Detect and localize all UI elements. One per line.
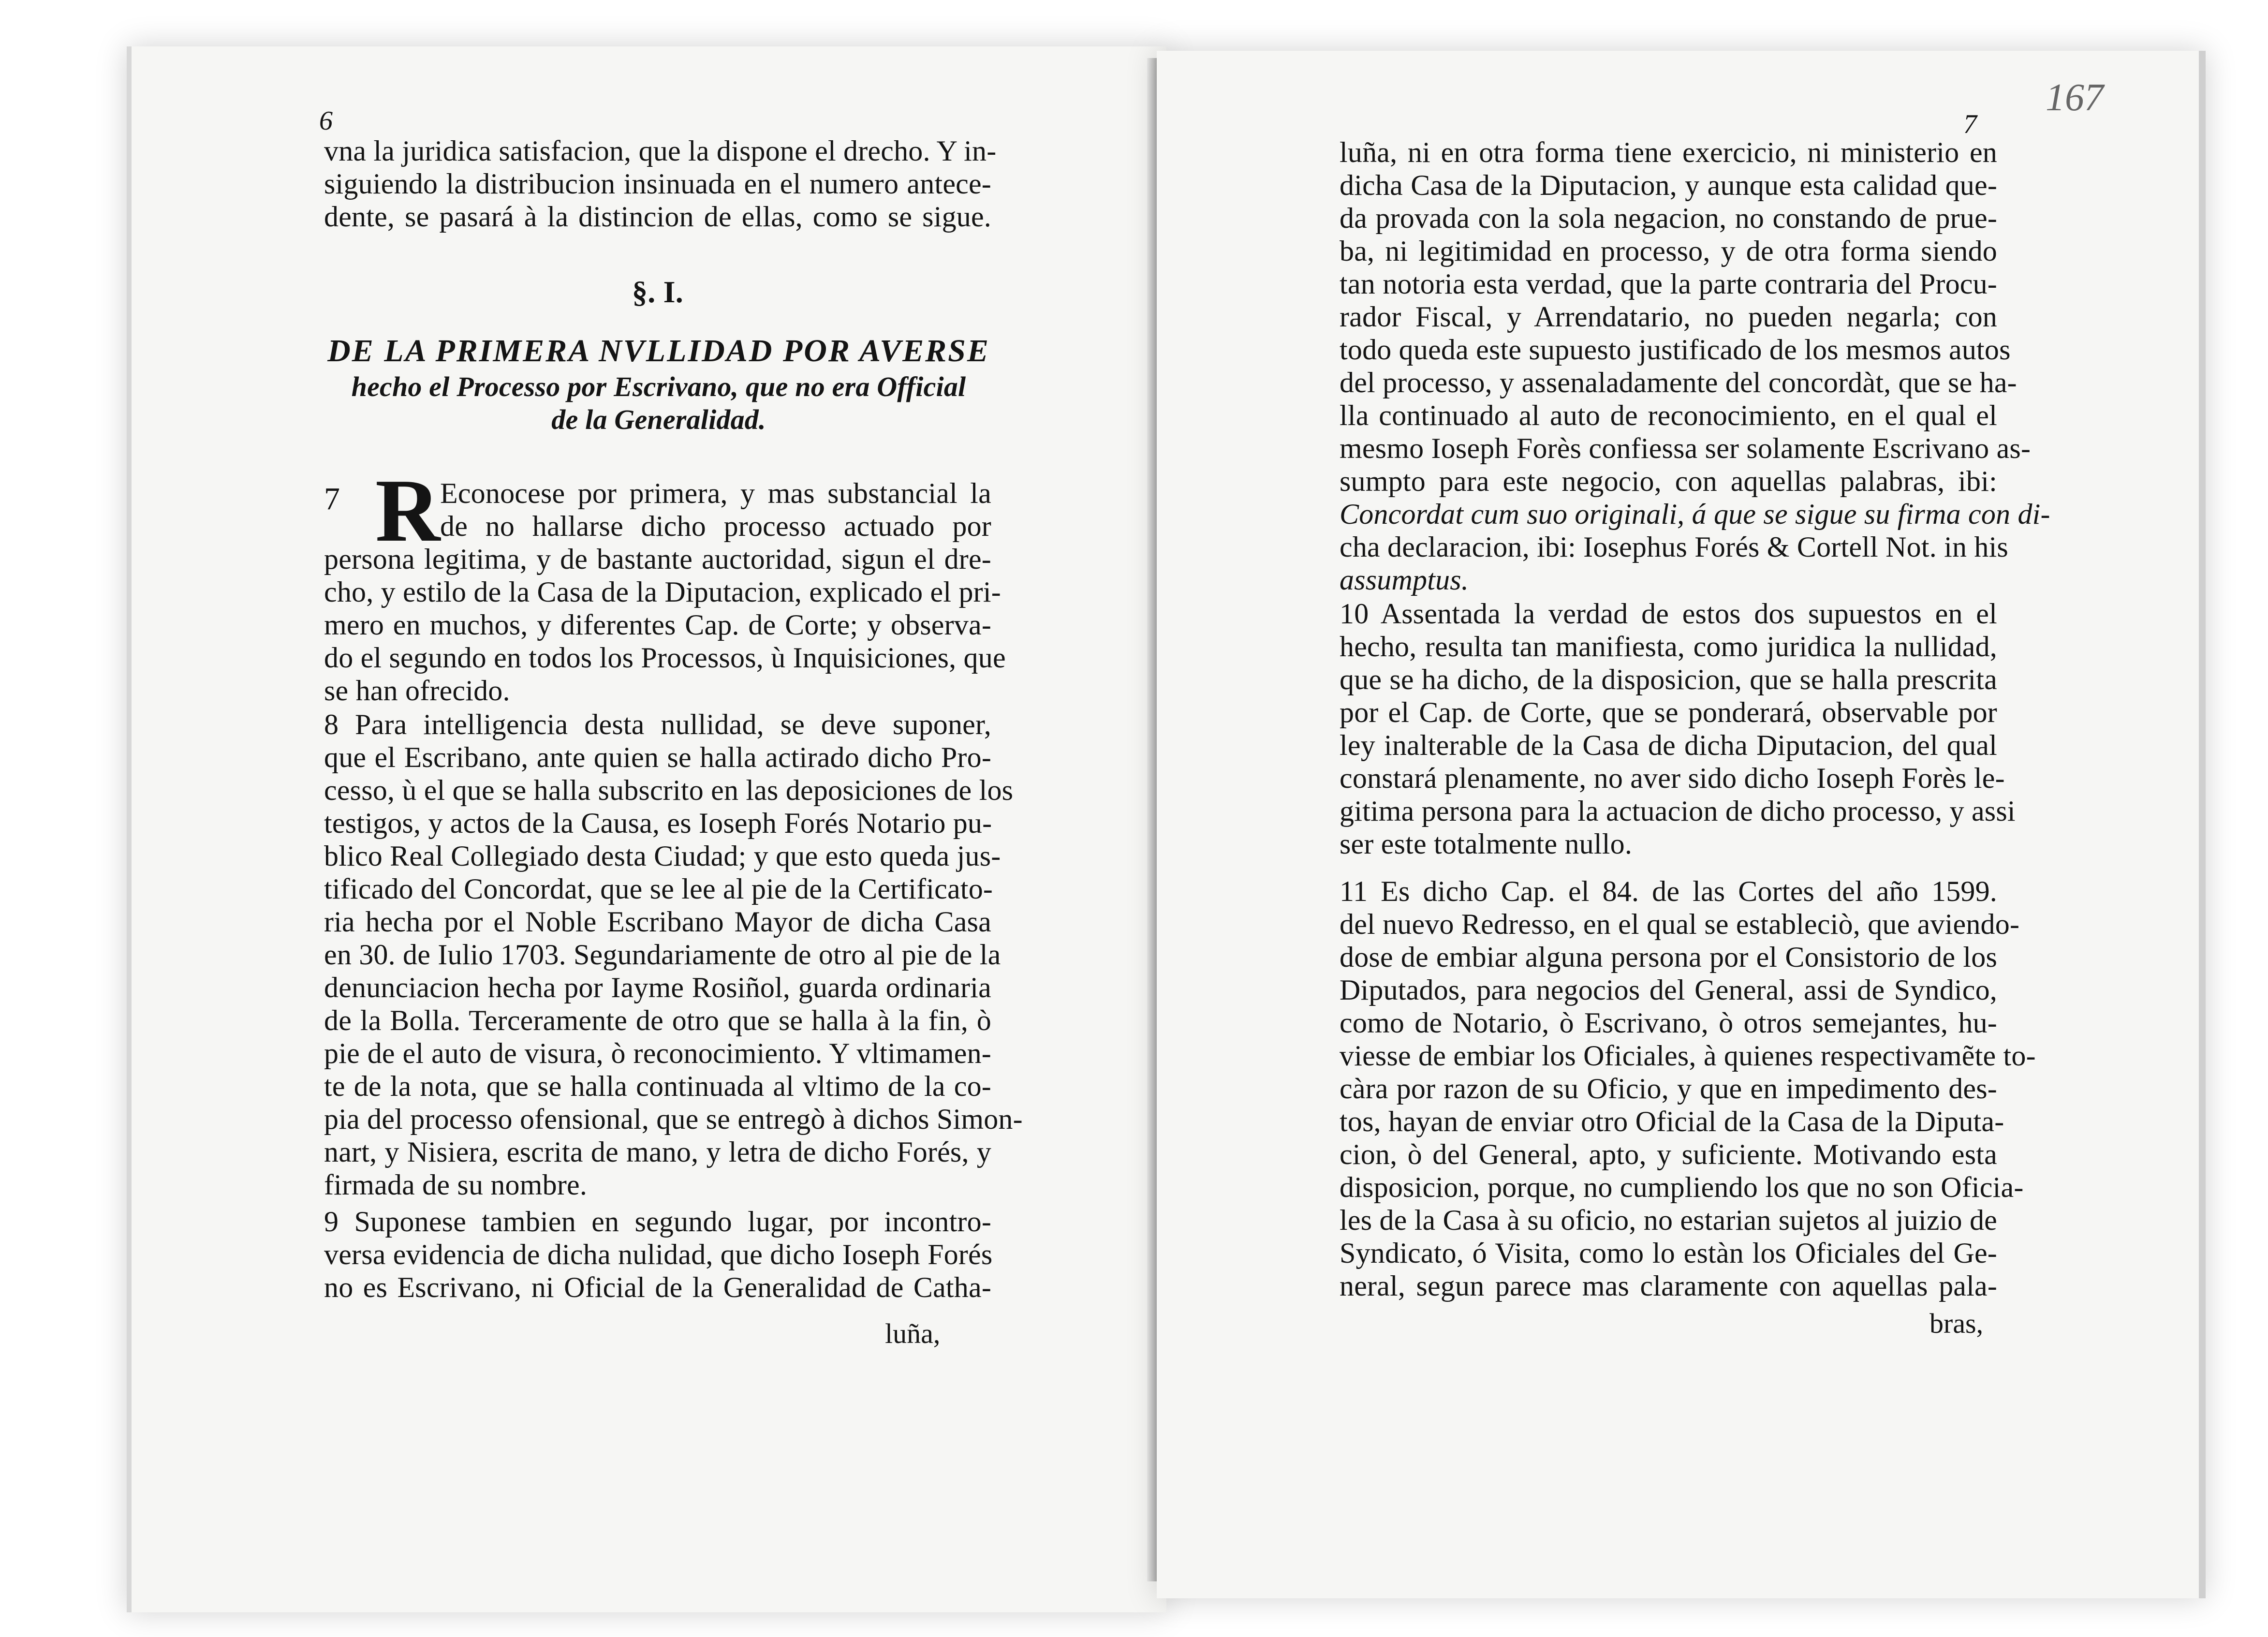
right-line: Concordat cum suo originali, á que se sigue su firma con di- bbox=[1340, 498, 2050, 530]
left-line: cesso, ù el que se halla subscrito en las deposiciones de los bbox=[324, 774, 1014, 806]
right-line: da provada con la sola negacion, no constando de prue- bbox=[1340, 202, 1997, 234]
left-line: do el segundo en todos los Processos, ù Inquisiciones, que bbox=[324, 642, 1006, 674]
left-line: cho, y estilo de la Casa de la Diputacion, explicado el pri- bbox=[324, 576, 1001, 608]
right-line: como de Notario, ò Escrivano, ò otros semejantes, hu- bbox=[1340, 1007, 1997, 1039]
right-line: tos, hayan de enviar otro Oficial de la Casa de la Diputa- bbox=[1340, 1106, 2004, 1137]
left-line: testigos, y actos de la Causa, es Ioseph Forés Notario pu- bbox=[324, 807, 992, 839]
left-line: tificado del Concordat, que se lee al pie de la Certificato- bbox=[324, 873, 993, 905]
right-line: neral, segun parece mas claramente con aquellas pala- bbox=[1340, 1270, 1997, 1302]
right-line: gitima persona para la actuacion de dicho processo, y assi bbox=[1340, 795, 2016, 827]
right-line: assumptus. bbox=[1340, 564, 1469, 596]
left-line: pia del processo ofensional, que se entregò à dichos Simon- bbox=[324, 1103, 1023, 1135]
right-page bbox=[1157, 51, 2206, 1598]
left-page-number: 6 bbox=[319, 106, 333, 136]
right-line: càra por razon de su Oficio, y que en impedimento des- bbox=[1340, 1073, 1997, 1105]
right-line: 10 Assentada la verdad de estos dos supuestos en el bbox=[1340, 598, 1997, 630]
right-line: rador Fiscal, y Arrendatario, no pueden negarla; con bbox=[1340, 301, 1997, 333]
left-line: que el Escribano, ante quien se halla actirado dicho Pro- bbox=[324, 741, 991, 773]
right-line: tan notoria esta verdad, que la parte contraria del Procu- bbox=[1340, 268, 1997, 300]
left-line: se han ofrecido. bbox=[324, 675, 510, 707]
right-line: les de la Casa à su oficio, no estarian sujetos al juizio de bbox=[1340, 1204, 1997, 1236]
left-line: te de la nota, que se halla continuada al vltimo de la co- bbox=[324, 1070, 991, 1102]
left-line: pie de el auto de visura, ò reconocimiento. Y vltimamen- bbox=[324, 1037, 991, 1069]
left-line: vna la juridica satisfacion, que la dispone el drecho. Y in- bbox=[324, 135, 997, 167]
right-line: disposicion, porque, no cumpliendo los que no son Oficia- bbox=[1340, 1171, 2024, 1203]
left-line: dente, se pasará à la distincion de ellas, como se sigue. bbox=[324, 201, 991, 233]
right-line: ley inalterable de la Casa de dicha Diputacion, del qual bbox=[1340, 729, 1997, 761]
right-line: Syndicato, ó Visita, como lo estàn los Oficiales del Ge- bbox=[1340, 1237, 1997, 1269]
right-line: hecho, resulta tan manifiesta, como juridica la nullidad, bbox=[1340, 631, 1997, 663]
right-line: dose de embiar alguna persona por el Consistorio de los bbox=[1340, 941, 1997, 973]
left-line: mero en muchos, y diferentes Cap. de Corte; y observa- bbox=[324, 609, 991, 641]
left-line: Econocese por primera, y mas substancial la bbox=[440, 477, 991, 509]
left-line: blico Real Collegiado desta Ciudad; y que esto queda jus- bbox=[324, 840, 1001, 872]
left-line: 9 Suponese tambien en segundo lugar, por incontro- bbox=[324, 1206, 991, 1238]
right-line: constará plenamente, no aver sido dicho Ioseph Forès le- bbox=[1340, 762, 2005, 794]
paragraph-7-number: 7 bbox=[324, 481, 340, 516]
right-line: del nuevo Redresso, en el qual se estableciò, que aviendo- bbox=[1340, 908, 2020, 940]
right-line: cha declaracion, ibi: Iosephus Forés & Cortell Not. in his bbox=[1340, 531, 2008, 563]
left-line: de no hallarse dicho processo actuado por bbox=[440, 510, 991, 542]
left-line: firmada de su nombre. bbox=[324, 1169, 588, 1201]
left-line: 8 Para intelligencia desta nullidad, se deve suponer, bbox=[324, 708, 991, 740]
right-line: cion, ò del General, apto, y suficiente. Motivando esta bbox=[1340, 1138, 1997, 1170]
right-line: lla continuado al auto de reconocimiento, en el qual el bbox=[1340, 399, 1997, 431]
handwritten-folio-number: 167 bbox=[2046, 76, 2104, 119]
right-line: dicha Casa de la Diputacion, y aunque esta calidad que- bbox=[1340, 169, 1997, 201]
right-line: del processo, y assenaladamente del concordàt, que se ha- bbox=[1340, 367, 2017, 398]
left-line: en 30. de Iulio 1703. Segundariamente de otro al pie de la bbox=[324, 939, 1001, 971]
heading-line-3: de la Generalidad. bbox=[551, 404, 766, 435]
heading-line-1: DE LA PRIMERA NVLLIDAD POR AVERSE bbox=[327, 333, 990, 369]
section-mark: §. I. bbox=[632, 275, 683, 309]
left-line: ria hecha por el Noble Escribano Mayor de dicha Casa bbox=[324, 906, 991, 938]
left-line: versa evidencia de dicha nulidad, que dicho Ioseph Forés bbox=[324, 1239, 993, 1270]
right-line: 11 Es dicho Cap. el 84. de las Cortes del año 1599. bbox=[1340, 875, 1997, 907]
left-catchword: luña, bbox=[885, 1318, 941, 1349]
left-line: de la Bolla. Terceramente de otro que se halla à la fin, ò bbox=[324, 1004, 991, 1036]
right-line: luña, ni en otra forma tiene exercicio, ni ministerio en bbox=[1340, 136, 1997, 168]
left-line: siguiendo la distribucion insinuada en el numero antece- bbox=[324, 168, 991, 200]
right-line: por el Cap. de Corte, que se ponderará, observable por bbox=[1340, 696, 1997, 728]
left-line: persona legitima, y de bastante auctoridad, sigun el dre- bbox=[324, 543, 991, 575]
right-line: ser este totalmente nullo. bbox=[1340, 828, 1633, 860]
right-line: que se ha dicho, de la disposicion, que se halla prescrita bbox=[1340, 664, 1997, 695]
left-line: nart, y Nisiera, escrita de mano, y letra de dicho Forés, y bbox=[324, 1136, 991, 1168]
right-line: todo queda este supuesto justificado de los mesmos autos bbox=[1340, 334, 2011, 366]
right-line: Diputados, para negocios del General, assi de Syndico, bbox=[1340, 974, 1997, 1006]
right-line: viesse de embiar los Oficiales, à quienes respectivamẽte to- bbox=[1340, 1040, 2036, 1072]
left-page bbox=[127, 46, 1166, 1612]
heading-line-2: hecho el Processo por Escrivano, que no era Official bbox=[351, 371, 966, 402]
right-catchword: bras, bbox=[1929, 1308, 1984, 1339]
dropcap-letter: R bbox=[375, 461, 441, 560]
right-line: ba, ni legitimidad en processo, y de otra forma siendo bbox=[1340, 235, 1997, 267]
right-page-number: 7 bbox=[1963, 109, 1977, 139]
right-line: sumpto para este negocio, con aquellas palabras, ibi: bbox=[1340, 465, 1997, 497]
left-line: denunciacion hecha por Iayme Rosiñol, guarda ordinaria bbox=[324, 972, 991, 1003]
left-line: no es Escrivano, ni Oficial de la Generalidad de Catha- bbox=[324, 1271, 991, 1303]
right-line: mesmo Ioseph Forès confiessa ser solamente Escrivano as- bbox=[1340, 432, 2031, 464]
